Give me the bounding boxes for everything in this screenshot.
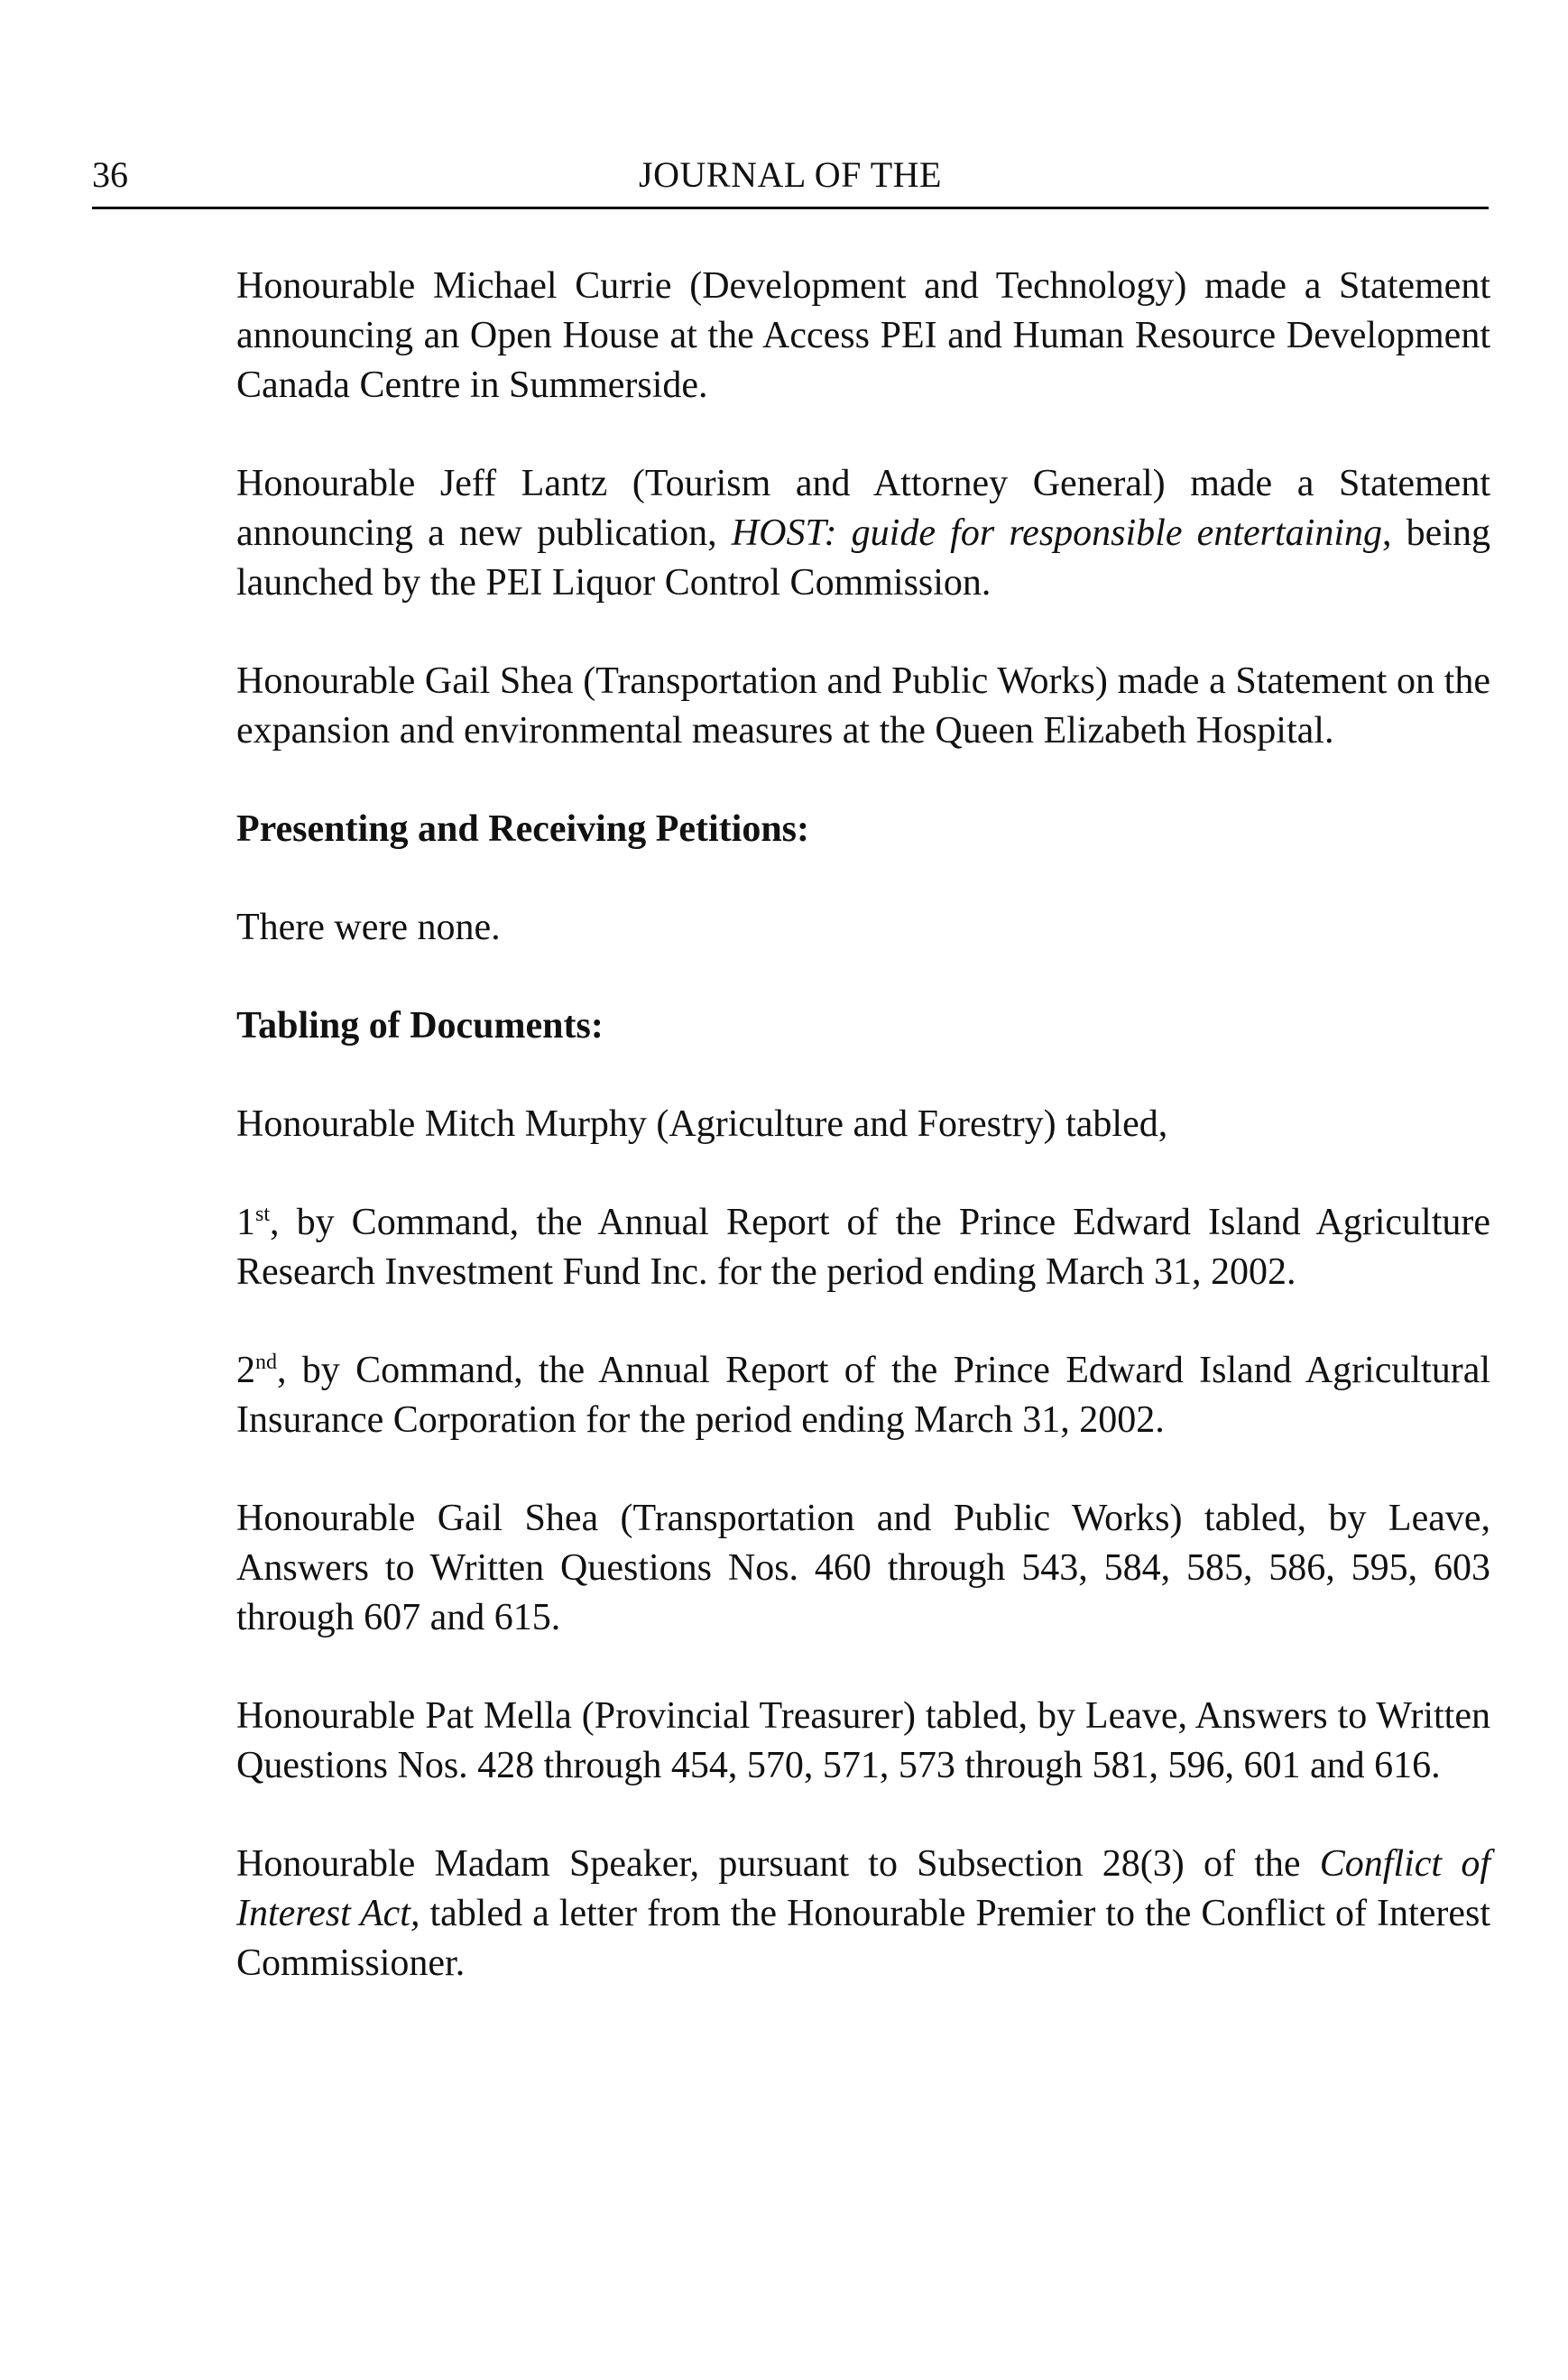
item-1-text: , by Command, the Annual Report of the Prince Edward Island Agriculture Research Investment Fund Inc. for the period ending March 31, 2002. — [236, 1202, 1490, 1293]
page-header — [92, 153, 1489, 209]
statement-lantz — [236, 459, 1490, 608]
item-2-ordinal: nd — [255, 1351, 277, 1374]
header-rule — [92, 207, 1489, 209]
tabling-speaker-text: Honourable Madam Speaker, pursuant to Subsection 28(3) of the — [236, 1843, 1320, 1885]
tabling-speaker — [236, 1840, 1490, 1988]
item-2-text: , by Command, the Annual Report of the Prince Edward Island Agricultural Insurance Corporation for the period ending March 31, 2002. — [236, 1350, 1490, 1441]
journal-body — [236, 262, 1490, 2037]
statement-currie: Honourable Michael Currie (Development and Technology) made a Statement announcing an Open House at the Access PEI and Human Resource Development Canada Centre in Summerside. — [236, 265, 1490, 406]
tabled-item-2 — [236, 1346, 1490, 1445]
tabling-mella: Honourable Pat Mella (Provincial Treasurer) tabled, by Leave, Answers to Written Questions Nos. 428 through 454, 570, 571, 573 through 581, 596, 601 and 616. — [236, 1695, 1490, 1786]
statement-lantz-text: Honourable Jeff Lantz (Tourism and Attorney General) made a Statement announcing a new publication, — [236, 463, 1490, 554]
item-2-number: 2 — [236, 1350, 255, 1391]
publication-title: HOST: guide for responsible entertaining — [731, 512, 1382, 554]
statement-lantz-text-end: , being launched by the PEI Liquor Control Commission. — [236, 512, 1490, 604]
item-1-ordinal: st — [255, 1203, 271, 1226]
petitions-text: There were none. — [236, 907, 501, 948]
item-1-number: 1 — [236, 1202, 255, 1243]
heading-tabling-documents: Tabling of Documents: — [236, 1005, 604, 1047]
tabling-speaker-text-end: tabled a letter from the Honourable Premier to the Conflict of Interest Commissioner. — [236, 1893, 1490, 1984]
tabled-item-1 — [236, 1198, 1490, 1297]
running-head: JOURNAL OF THE — [639, 154, 942, 195]
heading-petitions: Presenting and Receiving Petitions: — [236, 808, 810, 850]
tabling-murphy: Honourable Mitch Murphy (Agriculture and Forestry) tabled, — [236, 1103, 1168, 1145]
tabling-shea: Honourable Gail Shea (Transportation and Public Works) tabled, by Leave, Answers to Written Questions Nos. 460 through 543, 584, 585, 586, 595, 603 through 607 and 615. — [236, 1498, 1490, 1638]
statement-shea: Honourable Gail Shea (Transportation and Public Works) made a Statement on the expansion and environmental measures at the Queen Elizabeth Hospital. — [236, 660, 1490, 752]
act-title: Conflict of Interest Act, — [236, 1843, 1491, 1934]
page-number: 36 — [92, 154, 128, 195]
